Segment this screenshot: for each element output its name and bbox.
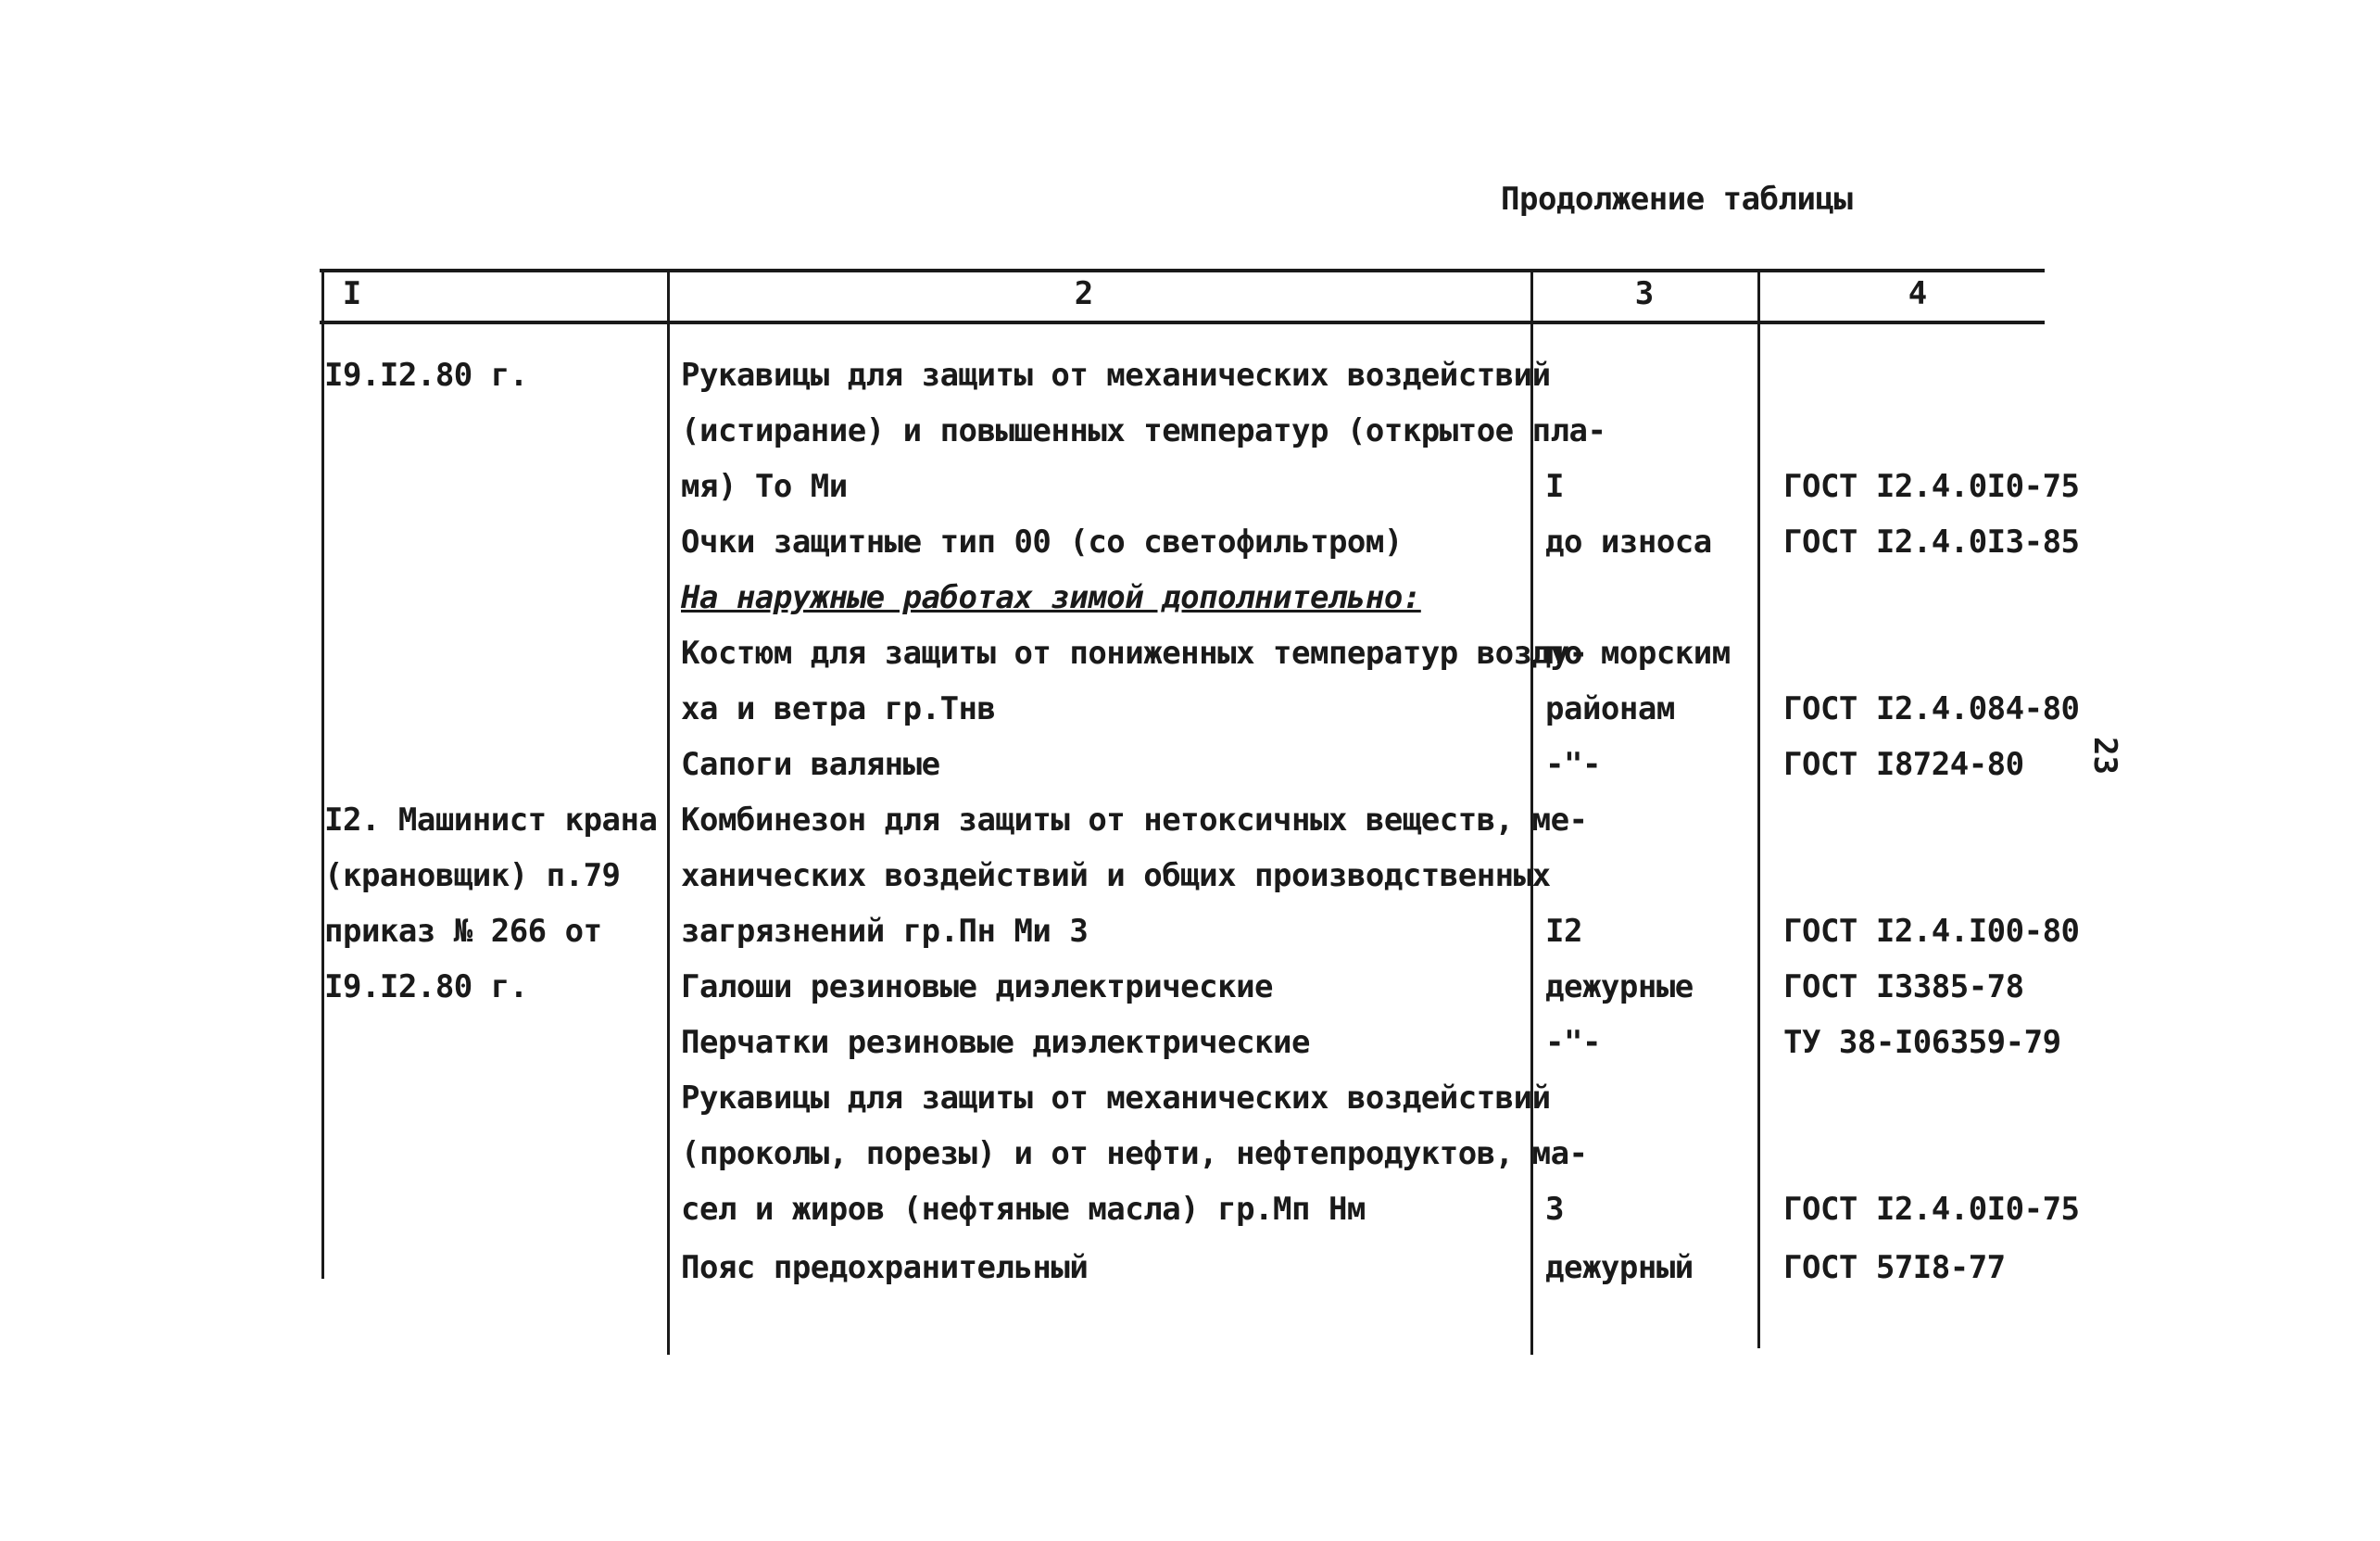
col4-standard-4: ГОСТ I8724-80 [1783, 746, 2024, 783]
col3-value-8: -"- [1545, 1024, 1601, 1061]
col2-line-7: ха и ветра гр.Тнв [681, 690, 996, 727]
col2-line-17: Пояс предохранительный [681, 1249, 1089, 1286]
col2-line-9: Комбинезон для защиты от нетоксичных веществ, ме- [681, 802, 1588, 839]
col-divider-4 [1757, 269, 1760, 1348]
col-divider-1 [321, 269, 324, 1279]
col2-line-16: сел и жиров (нефтяные масла) гр.Мп Нм [681, 1191, 1366, 1228]
col2-line-15: (проколы, порезы) и от нефти, нефтепродуктов, ма- [681, 1135, 1588, 1172]
table-caption: Продолжение таблицы [1501, 181, 1853, 218]
col-divider-2 [667, 269, 670, 1355]
top-rule [320, 269, 2045, 272]
col4-standard-1: ГОСТ I2.4.0I0-75 [1783, 468, 2080, 505]
col2-line-1: Рукавицы для защиты от механических воздействий [681, 357, 1551, 394]
col2-line-4: Очки защитные тип 00 (со светофильтром) [681, 524, 1403, 561]
col2-line-13: Перчатки резиновые диэлектрические [681, 1024, 1310, 1061]
col3-value-5: -"- [1545, 746, 1601, 783]
row2-col1-line2: (крановщик) п.79 [324, 857, 621, 894]
col3-value-9: 3 [1545, 1191, 1564, 1228]
col4-standard-8: ГОСТ I2.4.0I0-75 [1783, 1191, 2080, 1228]
col2-line-5: На наружные работах зимой дополнительно: [681, 579, 1421, 616]
header-col-3: 3 [1634, 275, 1655, 312]
col4-standard-9: ГОСТ 57I8-77 [1783, 1249, 2006, 1286]
col3-value-2: до износа [1545, 524, 1712, 561]
row2-col1-line3: приказ № 266 от [324, 913, 602, 950]
row1-col1: I9.I2.80 г. [324, 357, 528, 394]
col3-value-1: I [1545, 468, 1564, 505]
col3-value-6: I2 [1545, 913, 1582, 950]
col2-line-8: Сапоги валяные [681, 746, 940, 783]
header-col-1: I [342, 275, 362, 312]
col2-line-6: Костюм для защиты от пониженных температур возду- [681, 635, 1588, 672]
col4-standard-7: ТУ 38-I06359-79 [1783, 1024, 2061, 1061]
col2-line-10: ханических воздействий и общих производственных [681, 857, 1551, 894]
page-number: 23 [2086, 737, 2123, 775]
header-col-2: 2 [1074, 275, 1094, 312]
col3-value-3: по морским [1545, 635, 1731, 672]
row2-col1-line1: I2. Машинист крана [324, 802, 658, 839]
col4-standard-3: ГОСТ I2.4.084-80 [1783, 690, 2080, 727]
col2-line-2: (истирание) и повышенных температур (открытое пла- [681, 412, 1606, 449]
header-rule [320, 321, 2045, 324]
col4-standard-6: ГОСТ I3385-78 [1783, 968, 2024, 1005]
col2-line-12: Галоши резиновые диэлектрические [681, 968, 1274, 1005]
header-col-4: 4 [1908, 275, 1928, 312]
col2-line-3: мя) То Ми [681, 468, 848, 505]
col2-line-11: загрязнений гр.Пн Ми 3 [681, 913, 1089, 950]
col4-standard-2: ГОСТ I2.4.0I3-85 [1783, 524, 2080, 561]
col3-value-10: дежурный [1545, 1249, 1694, 1286]
col4-standard-5: ГОСТ I2.4.I00-80 [1783, 913, 2080, 950]
col2-line-14: Рукавицы для защиты от механических воздействий [681, 1080, 1551, 1117]
col3-value-7: дежурные [1545, 968, 1694, 1005]
row2-col1-line4: I9.I2.80 г. [324, 968, 528, 1005]
col3-value-4: районам [1545, 690, 1675, 727]
